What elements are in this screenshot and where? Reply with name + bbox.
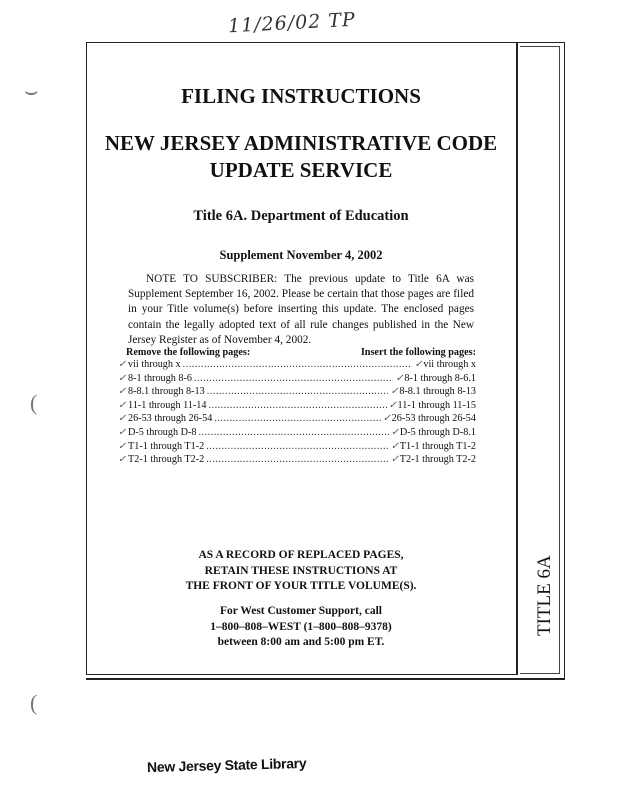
dot-leader — [208, 400, 386, 411]
dot-leader — [207, 386, 389, 397]
checkmark-icon: ✓ — [388, 399, 397, 411]
handwritten-date-note: 11/26/02 TP — [227, 8, 357, 38]
dot-leader — [183, 359, 413, 370]
checkmark-icon: ✓ — [118, 440, 127, 452]
remove-pages: 8-8.1 through 8-13 — [128, 386, 205, 398]
library-stamp: New Jersey State Library — [146, 754, 307, 776]
dot-leader — [214, 413, 380, 424]
table-header — [118, 347, 476, 358]
record-instructions — [86, 548, 516, 595]
table-row — [118, 427, 476, 441]
dot-leader — [206, 441, 389, 452]
table-row — [118, 413, 476, 427]
insert-pages: 8-8.1 through 8-13 — [399, 386, 476, 398]
remove-pages: 11-1 through 11-14 — [128, 399, 207, 411]
code-heading-line-1: NEW JERSEY ADMINISTRATIVE CODE — [104, 131, 498, 155]
dot-leader — [194, 373, 393, 384]
page-title: FILING INSTRUCTIONS — [181, 84, 421, 108]
checkmark-icon: ✓ — [390, 454, 400, 466]
side-tab-label: TITLE 6A — [534, 555, 555, 636]
checkmark-icon: ✓ — [382, 413, 392, 425]
checkmark-icon: ✓ — [118, 454, 127, 466]
support-hours: between 8:00 am and 5:00 pm ET. — [217, 636, 385, 648]
checkmark-icon: ✓ — [390, 440, 400, 452]
remove-pages: T2-1 through T2-2 — [128, 454, 205, 466]
checkmark-icon: ✓ — [118, 413, 127, 425]
insert-pages: T1-1 through T1-2 — [399, 440, 476, 452]
dot-leader — [206, 454, 389, 465]
record-line: AS A RECORD OF REPLACED PAGES, — [198, 549, 404, 561]
remove-pages: 8-1 through 8-6 — [128, 372, 192, 384]
table-row — [118, 454, 476, 468]
dot-leader — [198, 427, 388, 438]
checkmark-icon: ✓ — [118, 399, 127, 411]
support-line: For West Customer Support, call — [220, 605, 382, 617]
checkmark-icon: ✓ — [118, 372, 127, 384]
title-subject: Title 6A. Department of Education — [193, 208, 409, 224]
insert-pages: T2-1 through T2-2 — [399, 454, 476, 466]
frame-bottom-rule — [86, 678, 565, 680]
code-heading — [86, 130, 516, 184]
remove-pages: T1-1 through T1-2 — [128, 440, 205, 452]
record-line: RETAIN THESE INSTRUCTIONS AT — [204, 564, 398, 577]
supplement-date: Supplement November 4, 2002 — [219, 248, 383, 262]
insert-pages: vii through x — [423, 359, 476, 370]
support-phone: 1–800–808–WEST (1–800–808–9378) — [210, 620, 392, 633]
table-row — [118, 359, 476, 373]
checkmark-icon: ✓ — [390, 426, 400, 438]
remove-pages: vii through x — [128, 359, 181, 370]
margin-mark-top: ⌣ — [24, 78, 39, 103]
remove-pages: D-5 through D-8 — [128, 426, 197, 438]
remove-header: Remove the following pages: — [126, 347, 251, 358]
page-replacement-table — [118, 347, 476, 468]
checkmark-icon: ✓ — [390, 386, 399, 398]
table-row — [118, 373, 476, 387]
checkmark-icon: ✓ — [414, 359, 423, 370]
record-line: THE FRONT OF YOUR TITLE VOLUME(S). — [185, 580, 417, 592]
table-row — [118, 441, 476, 455]
checkmark-icon: ✓ — [118, 386, 127, 398]
insert-pages: D-5 through D-8.1 — [399, 426, 476, 438]
margin-mark-bottom: ( — [30, 690, 38, 715]
table-row — [118, 386, 476, 400]
table-row — [118, 400, 476, 414]
remove-pages: 26-53 through 26-54 — [128, 413, 213, 425]
insert-header: Insert the following pages: — [360, 347, 476, 358]
insert-pages: 11-1 through 11-15 — [397, 399, 476, 411]
checkmark-icon: ✓ — [395, 372, 404, 384]
checkmark-icon: ✓ — [118, 426, 127, 438]
subscriber-note: NOTE TO SUBSCRIBER: The previous update to Title 6A was Supplement September 16, 2002. Please be certain that those pages are filed in your Title volume(s) before inserting this update. The enclosed pages contain the legally adopted text of all rule changes published in the New Jersey Register as of November 4, 2002. — [128, 273, 474, 346]
checkmark-icon: ✓ — [118, 359, 127, 370]
insert-pages: 26-53 through 26-54 — [391, 413, 476, 425]
margin-mark-middle: ( — [30, 390, 38, 415]
code-heading-line-2: UPDATE SERVICE — [209, 158, 393, 182]
customer-support — [86, 604, 516, 651]
insert-pages: 8-1 through 8-6.1 — [404, 372, 476, 384]
frame-divider — [516, 42, 518, 675]
